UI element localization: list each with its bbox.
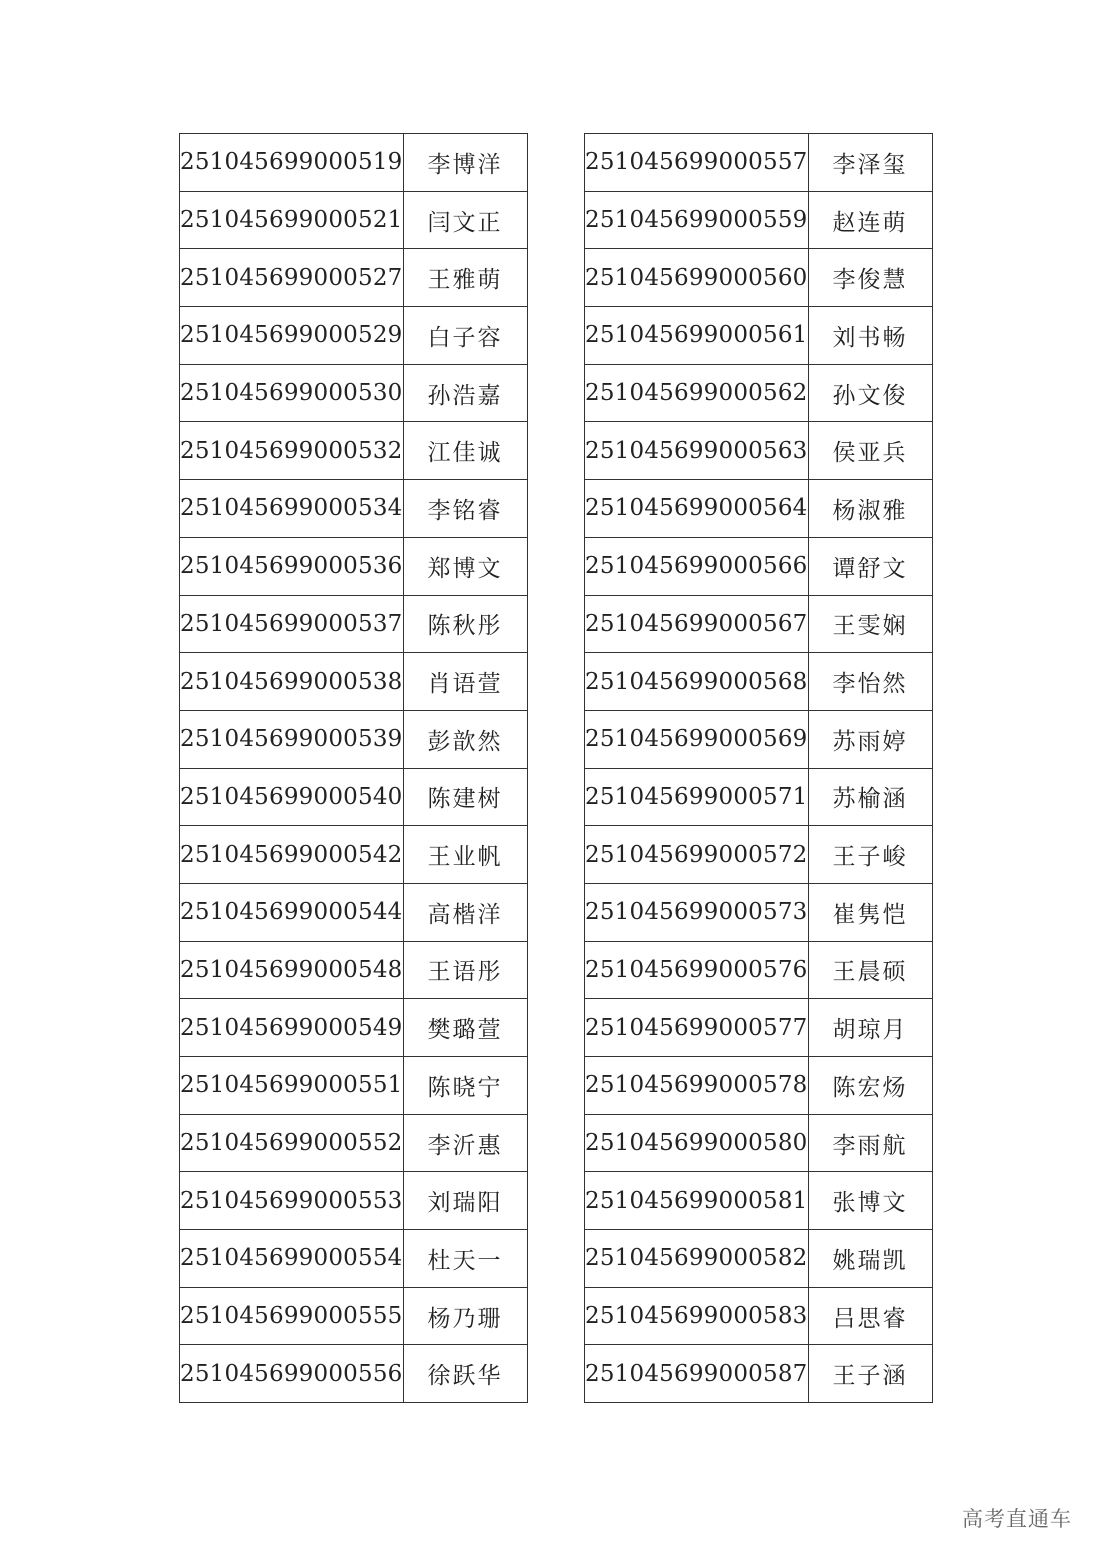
student-name-cell: 王晨硕 [808, 941, 932, 999]
table-row [585, 595, 933, 653]
table-row [585, 422, 933, 480]
table-row [180, 999, 528, 1057]
student-name-cell: 陈建树 [403, 768, 527, 826]
table-row [585, 999, 933, 1057]
table-row [180, 653, 528, 711]
exam-id-cell: 251045699000581 [585, 1172, 809, 1230]
student-name-cell: 张博文 [808, 1172, 932, 1230]
student-name-cell: 侯亚兵 [808, 422, 932, 480]
exam-id-cell: 251045699000542 [180, 826, 404, 884]
exam-id-cell: 251045699000573 [585, 883, 809, 941]
exam-id-cell: 251045699000562 [585, 364, 809, 422]
table-row [585, 134, 933, 192]
table-row [585, 480, 933, 538]
student-name-cell: 王雅萌 [403, 249, 527, 307]
student-name-cell: 吕思睿 [808, 1287, 932, 1345]
exam-id-cell: 251045699000534 [180, 480, 404, 538]
student-name-cell: 刘书畅 [808, 307, 932, 365]
table-row [585, 768, 933, 826]
table-row [180, 191, 528, 249]
student-name-cell: 陈秋彤 [403, 595, 527, 653]
table-row [585, 1114, 933, 1172]
student-name-cell: 李泽玺 [808, 134, 932, 192]
table-row [180, 826, 528, 884]
table-row [585, 653, 933, 711]
student-name-cell: 江佳诚 [403, 422, 527, 480]
exam-id-cell: 251045699000553 [180, 1172, 404, 1230]
student-name-cell: 肖语萱 [403, 653, 527, 711]
student-name-cell: 樊璐萱 [403, 999, 527, 1057]
table-row [180, 480, 528, 538]
exam-id-cell: 251045699000580 [585, 1114, 809, 1172]
student-name-cell: 王业帆 [403, 826, 527, 884]
table-row [585, 710, 933, 768]
exam-id-cell: 251045699000564 [585, 480, 809, 538]
student-name-cell: 刘瑞阳 [403, 1172, 527, 1230]
student-name-cell: 崔隽恺 [808, 883, 932, 941]
student-name-cell: 陈宏炀 [808, 1057, 932, 1115]
exam-id-cell: 251045699000569 [585, 710, 809, 768]
table-row [585, 537, 933, 595]
table-row [180, 883, 528, 941]
table-row [180, 1287, 528, 1345]
table-row [585, 826, 933, 884]
student-name-cell: 王子峻 [808, 826, 932, 884]
exam-id-cell: 251045699000559 [585, 191, 809, 249]
table-row [180, 422, 528, 480]
exam-id-cell: 251045699000551 [180, 1057, 404, 1115]
exam-id-cell: 251045699000549 [180, 999, 404, 1057]
student-name-cell: 姚瑞凯 [808, 1230, 932, 1288]
exam-id-cell: 251045699000587 [585, 1345, 809, 1403]
exam-id-cell: 251045699000560 [585, 249, 809, 307]
student-name-cell: 杨乃珊 [403, 1287, 527, 1345]
table-row [180, 710, 528, 768]
student-name-cell: 王语彤 [403, 941, 527, 999]
exam-id-cell: 251045699000556 [180, 1345, 404, 1403]
student-name-cell: 闫文正 [403, 191, 527, 249]
exam-id-cell: 251045699000572 [585, 826, 809, 884]
exam-id-cell: 251045699000529 [180, 307, 404, 365]
table-row [585, 1345, 933, 1403]
exam-id-cell: 251045699000538 [180, 653, 404, 711]
student-name-cell: 杜天一 [403, 1230, 527, 1288]
exam-id-cell: 251045699000567 [585, 595, 809, 653]
exam-id-cell: 251045699000519 [180, 134, 404, 192]
exam-id-cell: 251045699000552 [180, 1114, 404, 1172]
table-row [180, 537, 528, 595]
student-name-cell: 杨淑雅 [808, 480, 932, 538]
table-row [180, 1057, 528, 1115]
exam-id-cell: 251045699000568 [585, 653, 809, 711]
exam-id-cell: 251045699000554 [180, 1230, 404, 1288]
exam-id-cell: 251045699000521 [180, 191, 404, 249]
exam-id-cell: 251045699000578 [585, 1057, 809, 1115]
exam-id-cell: 251045699000540 [180, 768, 404, 826]
exam-id-cell: 251045699000539 [180, 710, 404, 768]
left-roster-body [180, 134, 528, 1403]
student-name-cell: 谭舒文 [808, 537, 932, 595]
table-row [180, 307, 528, 365]
student-name-cell: 李博洋 [403, 134, 527, 192]
table-row [585, 249, 933, 307]
exam-id-cell: 251045699000536 [180, 537, 404, 595]
student-name-cell: 苏榆涵 [808, 768, 932, 826]
table-row [180, 1172, 528, 1230]
watermark-text: 高考直通车 [962, 1507, 1072, 1531]
exam-id-cell: 251045699000548 [180, 941, 404, 999]
right-roster-table [584, 133, 933, 1403]
table-row [585, 1230, 933, 1288]
exam-id-cell: 251045699000561 [585, 307, 809, 365]
student-name-cell: 李雨航 [808, 1114, 932, 1172]
student-name-cell: 赵连萌 [808, 191, 932, 249]
table-row [585, 191, 933, 249]
right-roster-body [585, 134, 933, 1403]
student-name-cell: 李沂惠 [403, 1114, 527, 1172]
table-row [180, 768, 528, 826]
table-row [585, 1057, 933, 1115]
exam-id-cell: 251045699000537 [180, 595, 404, 653]
left-roster-table [179, 133, 528, 1403]
student-name-cell: 高楷洋 [403, 883, 527, 941]
exam-id-cell: 251045699000527 [180, 249, 404, 307]
student-name-cell: 孙文俊 [808, 364, 932, 422]
table-row [585, 1287, 933, 1345]
student-name-cell: 白子容 [403, 307, 527, 365]
exam-id-cell: 251045699000582 [585, 1230, 809, 1288]
table-row [585, 941, 933, 999]
exam-id-cell: 251045699000532 [180, 422, 404, 480]
exam-id-cell: 251045699000563 [585, 422, 809, 480]
exam-id-cell: 251045699000583 [585, 1287, 809, 1345]
student-name-cell: 胡琼月 [808, 999, 932, 1057]
table-row [180, 1230, 528, 1288]
exam-id-cell: 251045699000557 [585, 134, 809, 192]
table-row [180, 134, 528, 192]
student-name-cell: 王子涵 [808, 1345, 932, 1403]
table-row [180, 249, 528, 307]
table-row [180, 941, 528, 999]
student-name-cell: 陈晓宁 [403, 1057, 527, 1115]
table-row [585, 1172, 933, 1230]
exam-id-cell: 251045699000577 [585, 999, 809, 1057]
student-name-cell: 王雯娴 [808, 595, 932, 653]
exam-id-cell: 251045699000555 [180, 1287, 404, 1345]
exam-id-cell: 251045699000576 [585, 941, 809, 999]
student-name-cell: 徐跃华 [403, 1345, 527, 1403]
student-name-cell: 李铭睿 [403, 480, 527, 538]
table-row [585, 364, 933, 422]
student-name-cell: 苏雨婷 [808, 710, 932, 768]
table-row [180, 595, 528, 653]
exam-id-cell: 251045699000544 [180, 883, 404, 941]
exam-id-cell: 251045699000530 [180, 364, 404, 422]
student-name-cell: 郑博文 [403, 537, 527, 595]
table-row [180, 1114, 528, 1172]
table-row [180, 364, 528, 422]
exam-id-cell: 251045699000571 [585, 768, 809, 826]
table-row [585, 883, 933, 941]
student-name-cell: 彭歆然 [403, 710, 527, 768]
table-row [585, 307, 933, 365]
student-name-cell: 李俊慧 [808, 249, 932, 307]
exam-id-cell: 251045699000566 [585, 537, 809, 595]
table-row [180, 1345, 528, 1403]
student-name-cell: 李怡然 [808, 653, 932, 711]
student-name-cell: 孙浩嘉 [403, 364, 527, 422]
